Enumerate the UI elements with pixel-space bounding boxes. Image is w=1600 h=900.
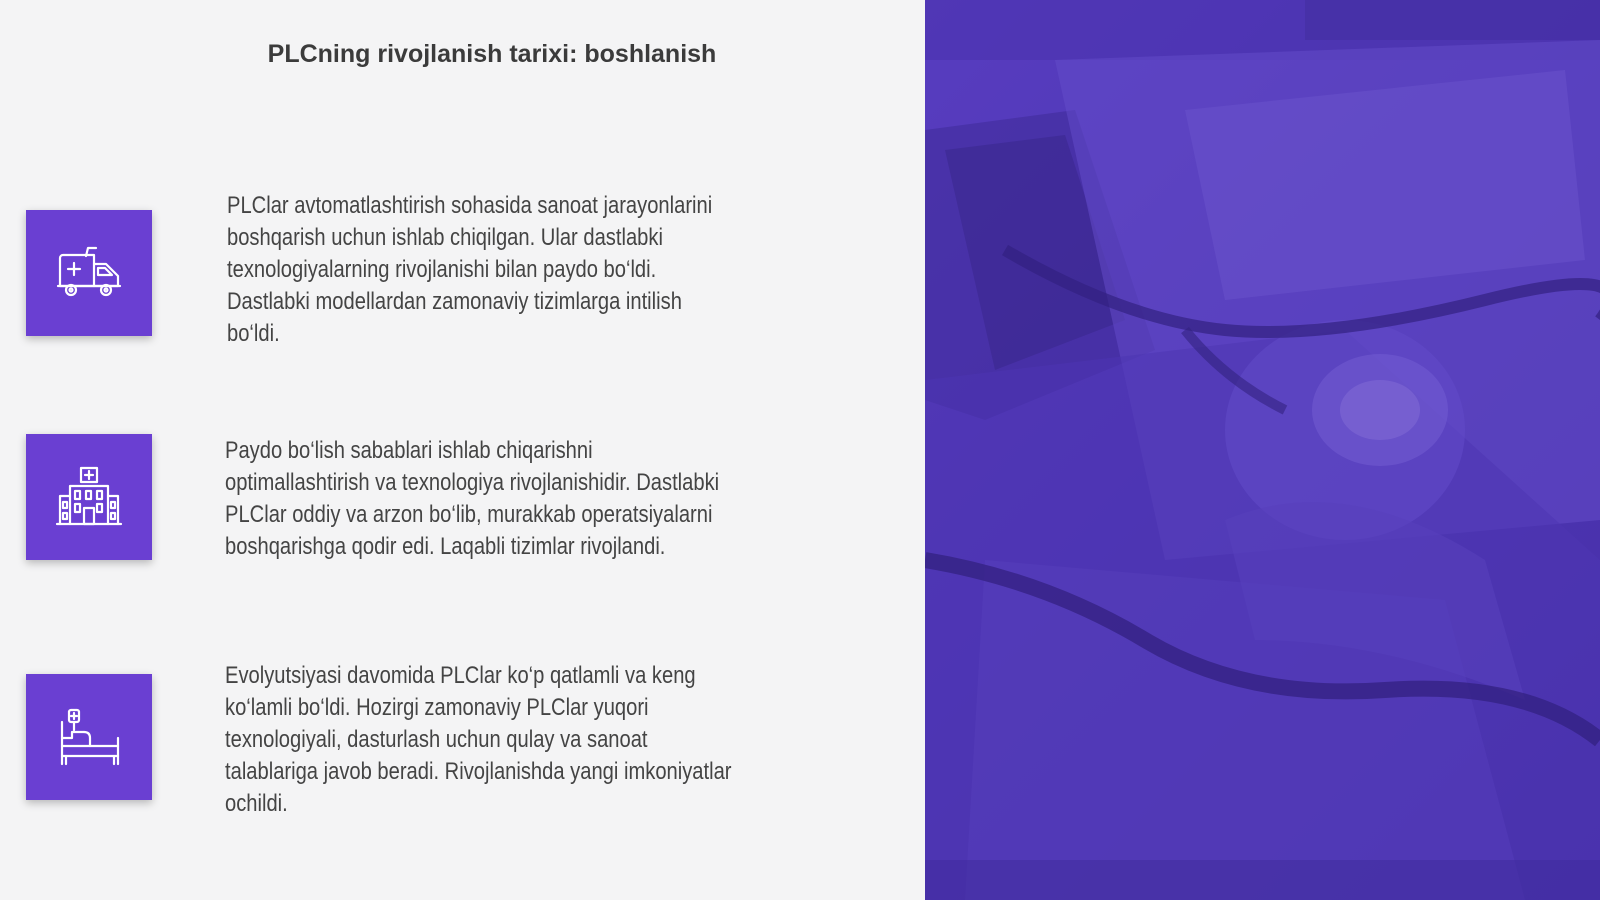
item-text-2: Paydo bo‘lish sabablari ishlab chiqarishni optimallashtirish va texnologiya rivojlanishidir. Dastlabki PLClar oddiy va arzon bo‘lib, murakkab operatsiyalarni boshqarishga qodir edi. Laqabli tizimlar rivojlandi. (225, 437, 720, 560)
hospital-building-icon-box (26, 434, 152, 560)
ambulance-icon-box (26, 210, 152, 336)
item-text-1: PLClar avtomatlashtirish sohasida sanoat jarayonlarini boshqarish uchun ishlab chiqilgan. Ular dastlabki texnologiyalarning rivojlanishi bilan paydo bo‘ldi. Dastlabki modellardan zamonaviy tizimlarga intilish bo‘ldi. (227, 192, 713, 347)
stethoscope-image-icon (925, 0, 1600, 900)
ambulance-icon (54, 238, 124, 308)
hospital-bed-icon (54, 702, 124, 772)
item-text-3: Evolyutsiyasi davomida PLClar ko‘p qatlamli va keng ko‘lamli bo‘ldi. Hozirgi zamonaviy PLClar yuqori texnologiyali, dasturlash uchun qulay va sanoat talablariga javob beradi. Rivojlanishda yangi imkoniyatlar ochildi. (225, 662, 732, 817)
hospital-building-icon (54, 462, 124, 532)
hospital-bed-icon-box (26, 674, 152, 800)
stethoscope-photo (925, 0, 1600, 900)
slide-title: PLCning rivojlanish tarixi: boshlanish (267, 40, 717, 68)
